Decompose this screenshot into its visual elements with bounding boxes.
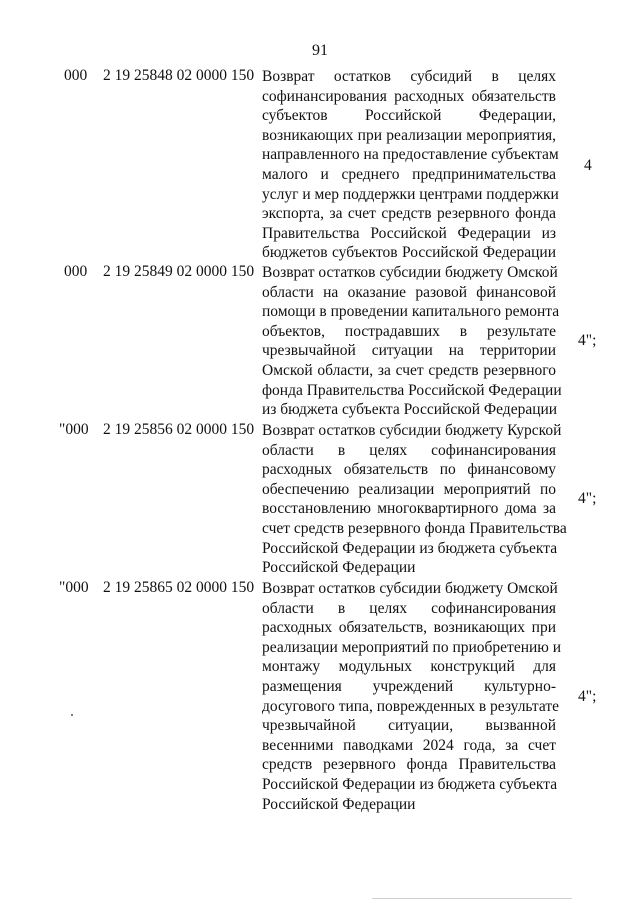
- description-line: экспорта, за счет средств резервного фонда: [262, 205, 556, 223]
- description-line: области в целях софинансирования: [262, 441, 556, 459]
- description-line: Омской области, за счет средств резервного: [262, 361, 556, 379]
- description-line: Правительства Российской Федерации из: [262, 224, 556, 242]
- description-line: монтажу модульных конструкций для: [262, 658, 556, 676]
- scan-edge-line: [372, 898, 572, 899]
- description-line: области в целях софинансирования: [262, 599, 556, 617]
- description-line: направленного на предоставление субъектам: [262, 146, 559, 164]
- description-line: бюджетов субъектов Российской Федерации: [262, 244, 556, 262]
- description-line: весенними паводками 2024 года, за счет: [262, 736, 556, 754]
- income-description: [262, 579, 562, 814]
- page-number: 91: [312, 42, 328, 59]
- budget-code: 2 19 25849 02 0000 150: [103, 263, 255, 280]
- description-line: счет средств резервного фонда Правительства: [262, 519, 567, 537]
- description-line: субъектов Российской Федерации,: [262, 107, 556, 125]
- description-line: Возврат остатков субсидий в целях: [262, 68, 556, 85]
- description-line: Российской Федерации: [262, 559, 416, 577]
- description-line: фонда Правительства Российской Федерации: [262, 381, 562, 399]
- description-line: возникающих при реализации мероприятия,: [262, 126, 556, 144]
- description-line: Российской Федерации из бюджета субъекта: [262, 539, 558, 557]
- description-line: софинансирования расходных обязательств: [262, 87, 556, 105]
- scan-speck: [71, 714, 73, 716]
- description-line: чрезвычайной ситуации, вызванной: [262, 717, 556, 735]
- income-description: [262, 67, 559, 263]
- income-description: [262, 263, 562, 420]
- description-line: малого и среднего предпринимательства: [262, 165, 556, 183]
- admin-code: 000: [64, 263, 88, 280]
- description-line: чрезвычайной ситуации на территории: [262, 342, 556, 360]
- description-line: Возврат остатков субсидии бюджету Курской: [262, 422, 562, 439]
- description-line: размещения учреждений культурно-: [262, 677, 556, 695]
- budget-code: 2 19 25856 02 0000 150: [103, 421, 255, 438]
- description-line: Российской Федерации: [262, 795, 416, 813]
- description-line: досугового типа, поврежденных в результате: [262, 697, 560, 715]
- budget-code: 2 19 25865 02 0000 150: [103, 579, 255, 596]
- description-line: объектов, пострадавших в результате: [262, 322, 556, 340]
- description-line: Возврат остатков субсидии бюджету Омской: [262, 264, 558, 281]
- description-line: расходных обязательств по финансовому: [262, 461, 556, 479]
- description-line: из бюджета субъекта Российской Федерации: [262, 401, 558, 419]
- description-line: услуг и мер поддержки центрами поддержки: [262, 185, 559, 203]
- amount-value: 4";: [578, 688, 597, 705]
- admin-code: "000: [59, 421, 89, 438]
- description-line: помощи в проведении капитального ремонта: [262, 303, 560, 321]
- description-line: области на оказание разовой финансовой: [262, 283, 556, 301]
- description-line: обеспечению реализации мероприятий по: [262, 480, 556, 498]
- budget-code: 2 19 25848 02 0000 150: [103, 67, 255, 84]
- admin-code: 000: [64, 67, 88, 84]
- description-line: Российской Федерации из бюджета субъекта: [262, 775, 558, 793]
- amount-value: 4: [584, 157, 592, 174]
- amount-value: 4";: [578, 332, 597, 349]
- income-description: [262, 421, 567, 578]
- description-line: Возврат остатков субсидии бюджету Омской: [262, 580, 558, 597]
- description-line: восстановлению многоквартирного дома за: [262, 500, 556, 518]
- admin-code: "000: [59, 579, 89, 596]
- description-line: расходных обязательств, возникающих при: [262, 619, 556, 637]
- amount-value: 4";: [578, 490, 597, 507]
- description-line: средств резервного фонда Правительства: [262, 756, 556, 774]
- description-line: реализации мероприятий по приобретению и: [262, 638, 562, 656]
